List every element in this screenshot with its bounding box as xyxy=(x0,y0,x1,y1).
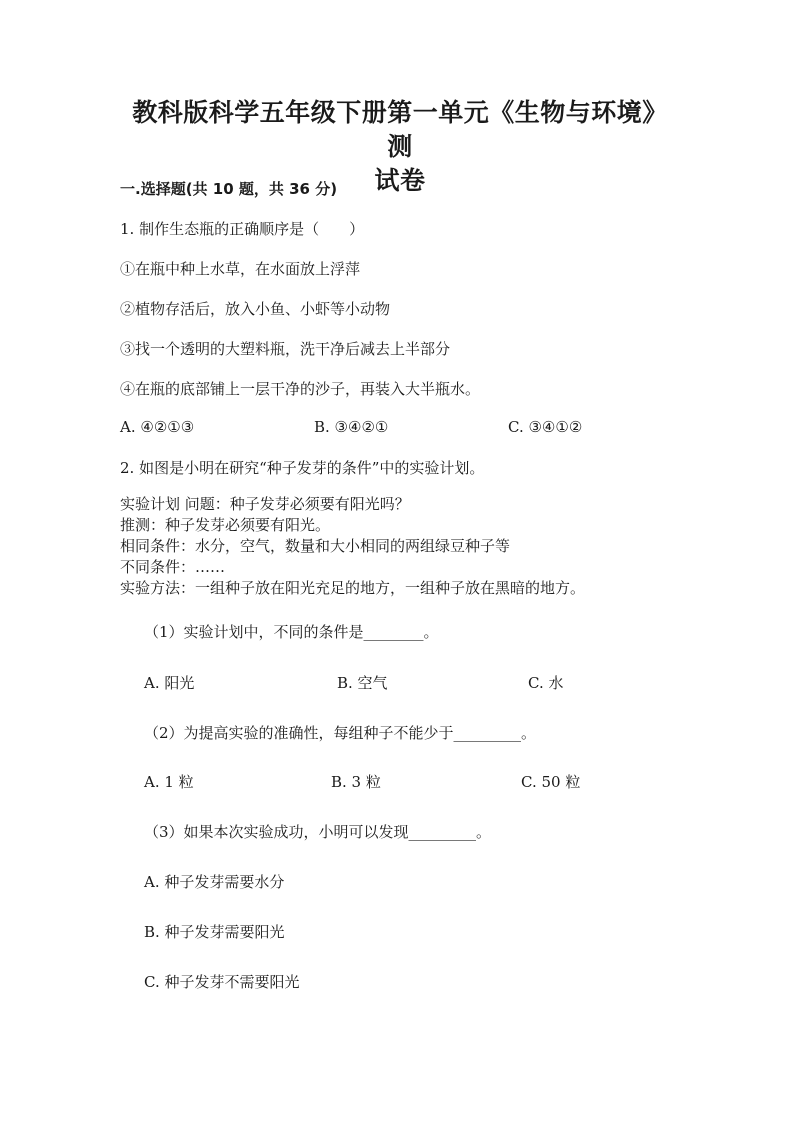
q2-sub1-stem: （1）实验计划中，不同的条件是________。 xyxy=(144,623,439,641)
plan-line-hypothesis: 推测：种子发芽必须要有阳光。 xyxy=(120,516,331,534)
q1-step-4: ④在瓶的底部铺上一层干净的沙子，再装入大半瓶水。 xyxy=(120,380,481,398)
q1-option-b: B. ③④②① xyxy=(314,418,389,436)
plan-line-question: 实验计划 问题：种子发芽必须要有阳光吗？ xyxy=(120,495,410,513)
q2-sub3-option-a: A. 种子发芽需要水分 xyxy=(144,873,285,891)
q1-step-1: ①在瓶中种上水草，在水面放上浮萍 xyxy=(120,260,361,278)
q2-sub2-option-b: B. 3 粒 xyxy=(331,773,381,791)
section-heading: 一.选择题(共 10 题，共 36 分) xyxy=(120,180,338,198)
q2-sub3-stem: （3）如果本次实验成功，小明可以发现_________。 xyxy=(144,823,492,841)
title-line-2: 试卷 xyxy=(374,166,426,195)
q2-sub3-option-c: C. 种子发芽不需要阳光 xyxy=(144,973,300,991)
q2-stem: 2. 如图是小明在研究“种子发芽的条件”中的实验计划。 xyxy=(120,459,485,477)
q1-step-2: ②植物存活后，放入小鱼、小虾等小动物 xyxy=(120,300,391,318)
q2-sub3-option-b: B. 种子发芽需要阳光 xyxy=(144,923,285,941)
q2-sub1-option-b: B. 空气 xyxy=(337,674,388,692)
plan-line-method: 实验方法：一组种子放在阳光充足的地方，一组种子放在黑暗的地方。 xyxy=(120,579,586,597)
q1-stem: 1. 制作生态瓶的正确顺序是（ ） xyxy=(120,220,365,238)
experiment-plan xyxy=(120,494,585,599)
q2-sub2-option-c: C. 50 粒 xyxy=(521,773,581,791)
q2-sub2-stem: （2）为提高实验的准确性，每组种子不能少于_________。 xyxy=(144,724,537,742)
q2-sub2-option-a: A. 1 粒 xyxy=(144,773,194,791)
title-line-1: 教科版科学五年级下册第一单元《生物与环境》测 xyxy=(132,98,668,161)
q1-step-3: ③找一个透明的大塑料瓶，洗干净后减去上半部分 xyxy=(120,340,451,358)
q2-sub1-option-c: C. 水 xyxy=(528,674,564,692)
q1-option-c: C. ③④①② xyxy=(508,418,583,436)
q1-option-a: A. ④②①③ xyxy=(120,418,195,436)
plan-line-different-conditions: 不同条件：…… xyxy=(120,558,226,576)
q2-sub1-option-a: A. 阳光 xyxy=(144,674,195,692)
plan-line-same-conditions: 相同条件：水分，空气，数量和大小相同的两组绿豆种子等 xyxy=(120,537,511,555)
